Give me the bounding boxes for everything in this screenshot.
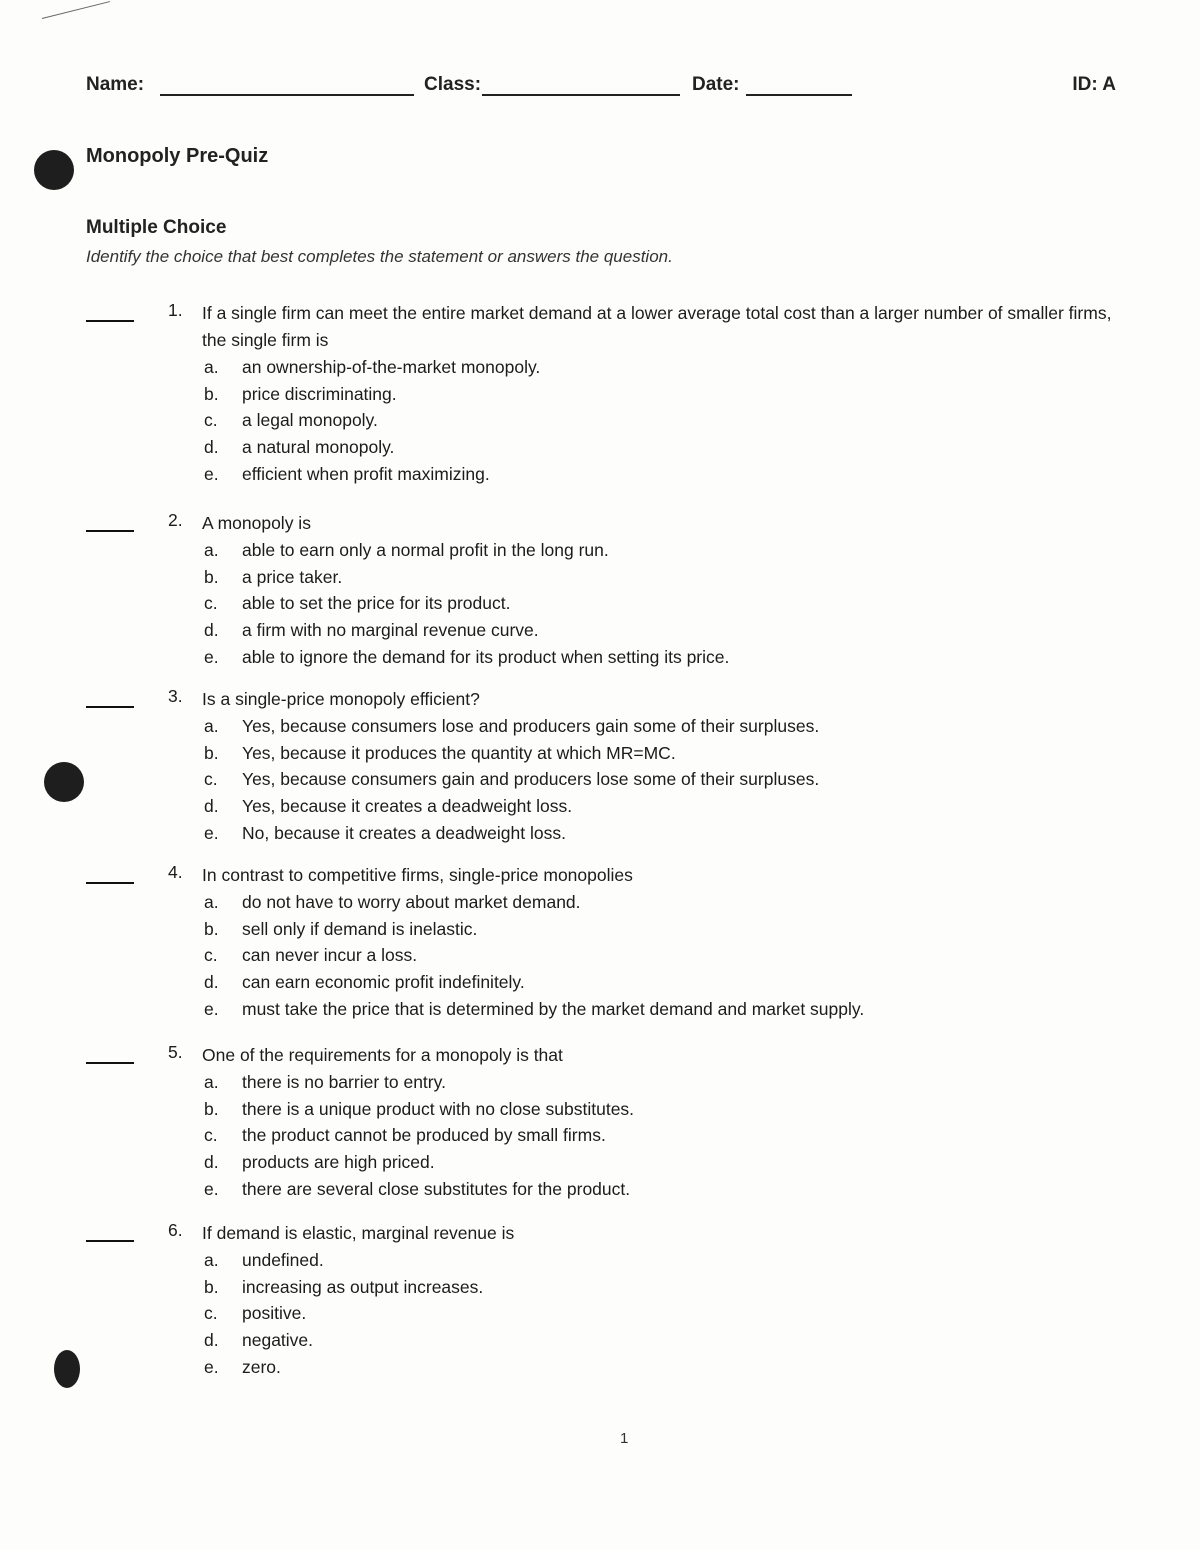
choice-text: there is a unique product with no close substitutes.: [242, 1098, 635, 1119]
choice-text: Yes, because it produces the quantity at which MR=MC.: [242, 742, 676, 763]
choice-letter: b.: [204, 742, 219, 763]
choice-letter: e.: [204, 1178, 219, 1199]
question-number: 3.: [168, 686, 183, 706]
choice-letter: d.: [204, 972, 219, 993]
class-label: Class:: [424, 74, 482, 95]
choice-b: [204, 381, 1084, 408]
choice-letter: e.: [204, 646, 219, 667]
question-number: 5.: [168, 1042, 183, 1062]
choice-a: [204, 1247, 1084, 1274]
choice-letter: a.: [204, 357, 219, 377]
question-text: Is a single-price monopoly efficient?: [202, 689, 480, 709]
choice-letter: b.: [204, 383, 219, 404]
choice-a: [204, 713, 1084, 740]
choice-letter: d.: [204, 620, 219, 641]
choice-text: able to set the price for its product.: [242, 593, 511, 614]
choice-text: positive.: [242, 1303, 307, 1324]
header: [86, 74, 1116, 104]
answer-blank[interactable]: [86, 530, 134, 532]
choice-b: [204, 1096, 1084, 1123]
choice-letter: d.: [204, 796, 219, 817]
choice-letter: b.: [204, 566, 219, 587]
question-text: In contrast to competitive firms, single-price monopolies: [202, 865, 633, 885]
choice-text: an ownership-of-the-market monopoly.: [242, 357, 541, 377]
choice-d: [204, 434, 1084, 461]
choice-letter: a.: [204, 716, 219, 736]
choice-e: [204, 1176, 1084, 1203]
answer-blank[interactable]: [86, 706, 134, 708]
choice-e: [204, 820, 1084, 847]
choice-text: price discriminating.: [242, 383, 397, 404]
choice-letter: b.: [204, 1098, 219, 1119]
choice-c: [204, 590, 1084, 617]
choice-list: [204, 537, 1084, 670]
choice-e: [204, 461, 1084, 488]
choice-text: there are several close substitutes for the product.: [242, 1178, 631, 1199]
choice-text: undefined.: [242, 1250, 324, 1270]
choice-letter: b.: [204, 1276, 219, 1297]
question-number: 1.: [168, 300, 183, 320]
choice-c: [204, 942, 1084, 969]
question-text: If demand is elastic, marginal revenue is: [202, 1223, 515, 1243]
choice-text: can never incur a loss.: [242, 945, 418, 966]
choice-letter: b.: [204, 918, 219, 939]
class-blank[interactable]: [482, 94, 680, 96]
choice-e: [204, 1354, 1084, 1381]
choice-letter: a.: [204, 892, 219, 912]
choice-text: efficient when profit maximizing.: [242, 463, 490, 484]
choice-letter: a.: [204, 1250, 219, 1270]
choice-letter: c.: [204, 410, 218, 431]
choice-text: able to earn only a normal profit in the long run.: [242, 540, 609, 560]
choice-text: a legal monopoly.: [242, 410, 378, 431]
choice-text: a price taker.: [242, 566, 343, 587]
answer-blank[interactable]: [86, 1240, 134, 1242]
date-label: Date:: [692, 74, 740, 95]
choice-text: do not have to worry about market demand.: [242, 892, 581, 912]
choice-list: [204, 1069, 1084, 1202]
choice-letter: e.: [204, 998, 219, 1019]
choice-d: [204, 1327, 1084, 1354]
choice-text: negative.: [242, 1330, 314, 1351]
choice-text: a firm with no marginal revenue curve.: [242, 620, 539, 641]
choice-letter: c.: [204, 593, 218, 614]
choice-b: [204, 1274, 1084, 1301]
choice-d: [204, 617, 1084, 644]
pen-stroke-mark: [42, 1, 110, 19]
question-number: 2.: [168, 510, 183, 530]
punch-hole-middle: [44, 762, 84, 802]
choice-letter: c.: [204, 1303, 218, 1324]
choice-letter: d.: [204, 437, 219, 458]
choice-b: [204, 564, 1084, 591]
choice-c: [204, 766, 1084, 793]
choice-a: [204, 889, 1084, 916]
choice-letter: d.: [204, 1330, 219, 1351]
choice-text: Yes, because consumers lose and producers gain some of their surpluses.: [242, 716, 820, 736]
question-number: 4.: [168, 862, 183, 882]
question-text: One of the requirements for a monopoly is that: [202, 1045, 563, 1065]
choice-text: must take the price that is determined by the market demand and market supply.: [242, 998, 865, 1019]
choice-letter: c.: [204, 769, 218, 790]
choice-d: [204, 969, 1084, 996]
choice-letter: c.: [204, 1125, 218, 1146]
answer-blank[interactable]: [86, 1062, 134, 1064]
question-text: If a single firm can meet the entire market demand at a lower average total cost than a larger number of smaller firms, the single firm is: [202, 303, 1112, 350]
choice-text: Yes, because consumers gain and producers lose some of their surpluses.: [242, 769, 820, 790]
choice-e: [204, 644, 1084, 671]
choice-e: [204, 996, 1084, 1023]
choice-list: [204, 1247, 1084, 1380]
choice-text: there is no barrier to entry.: [242, 1072, 446, 1092]
choice-c: [204, 407, 1084, 434]
quiz-title: Monopoly Pre-Quiz: [86, 145, 269, 167]
choice-letter: d.: [204, 1152, 219, 1173]
id-label: ID: A: [1072, 74, 1116, 95]
choice-letter: e.: [204, 1356, 219, 1377]
choice-list: [204, 354, 1084, 487]
question-number: 6.: [168, 1220, 183, 1240]
choice-b: [204, 740, 1084, 767]
choice-letter: e.: [204, 463, 219, 484]
choice-letter: a.: [204, 540, 219, 560]
choice-letter: c.: [204, 945, 218, 966]
choice-text: Yes, because it creates a deadweight loss.: [242, 796, 573, 817]
answer-blank[interactable]: [86, 882, 134, 884]
choice-text: products are high priced.: [242, 1152, 435, 1173]
name-blank[interactable]: [160, 94, 414, 96]
choice-d: [204, 793, 1084, 820]
choice-text: a natural monopoly.: [242, 437, 395, 458]
choice-text: zero.: [242, 1356, 281, 1377]
choice-text: No, because it creates a deadweight loss.: [242, 822, 566, 843]
punch-hole-top: [34, 150, 74, 190]
date-blank[interactable]: [746, 94, 852, 96]
choice-list: [204, 713, 1084, 846]
choice-letter: a.: [204, 1072, 219, 1092]
section-heading: Multiple Choice: [86, 217, 227, 238]
choice-text: sell only if demand is inelastic.: [242, 918, 478, 939]
choice-c: [204, 1300, 1084, 1327]
question-text: A monopoly is: [202, 513, 311, 533]
page-number: 1: [620, 1430, 629, 1447]
choice-letter: e.: [204, 822, 219, 843]
section-instructions: Identify the choice that best completes the statement or answers the question.: [86, 247, 673, 266]
choice-a: [204, 1069, 1084, 1096]
choice-a: [204, 354, 1084, 381]
choice-d: [204, 1149, 1084, 1176]
answer-blank[interactable]: [86, 320, 134, 322]
choice-text: increasing as output increases.: [242, 1276, 484, 1297]
punch-hole-bottom: [54, 1350, 80, 1388]
choice-text: able to ignore the demand for its product when setting its price.: [242, 646, 730, 667]
name-label: Name:: [86, 74, 145, 95]
choice-list: [204, 889, 1084, 1022]
choice-a: [204, 537, 1084, 564]
choice-b: [204, 916, 1084, 943]
choice-c: [204, 1122, 1084, 1149]
choice-text: can earn economic profit indefinitely.: [242, 972, 525, 993]
choice-text: the product cannot be produced by small firms.: [242, 1125, 606, 1146]
